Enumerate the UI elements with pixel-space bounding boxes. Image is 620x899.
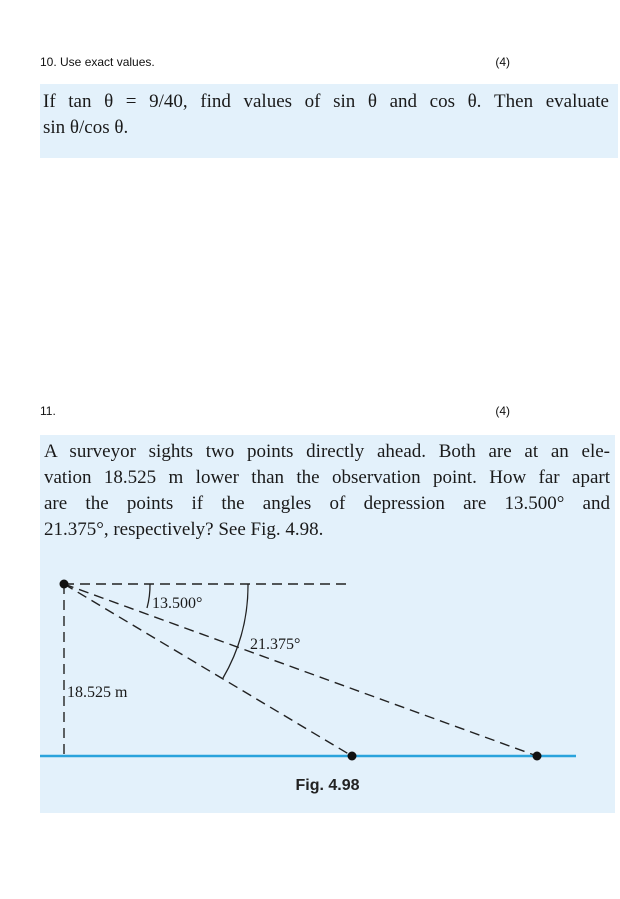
angle-label-large: 21.375° — [250, 636, 301, 653]
figure-4-98-diagram — [40, 435, 615, 813]
question-10-line: sin θ/cos θ. — [43, 117, 129, 138]
sight-line-near — [64, 584, 352, 756]
figure-caption: Fig. 4.98 — [295, 777, 360, 794]
question-11-box — [40, 435, 615, 813]
question-11-line: A surveyor sights two points directly ahead. Both are at an ele- — [44, 441, 610, 462]
question-11-line: are the points if the angles of depression are 13.500° and — [44, 493, 610, 514]
question-10-marks: (4) — [495, 55, 510, 69]
question-10-text — [43, 89, 609, 141]
angle-arc-small — [147, 584, 150, 608]
angle-arc-large — [223, 584, 248, 678]
near-point — [348, 752, 357, 761]
observation-point — [60, 580, 69, 589]
question-11-number: 11. — [40, 404, 56, 418]
question-10-box — [40, 84, 618, 158]
far-point — [533, 752, 542, 761]
question-11-line: 21.375°, respectively? See Fig. 4.98. — [44, 519, 324, 540]
question-11-line: vation 18.525 m lower than the observation point. How far apart — [44, 467, 610, 488]
question-10-number: 10. Use exact values. — [40, 55, 155, 69]
sight-line-far — [64, 584, 537, 756]
question-10-line: If tan θ = 9/40, find values of sin θ and cos θ. Then evaluate — [43, 91, 609, 112]
height-label: 18.525 m — [67, 684, 128, 701]
question-11-marks: (4) — [495, 404, 510, 418]
angle-label-small: 13.500° — [152, 595, 203, 612]
